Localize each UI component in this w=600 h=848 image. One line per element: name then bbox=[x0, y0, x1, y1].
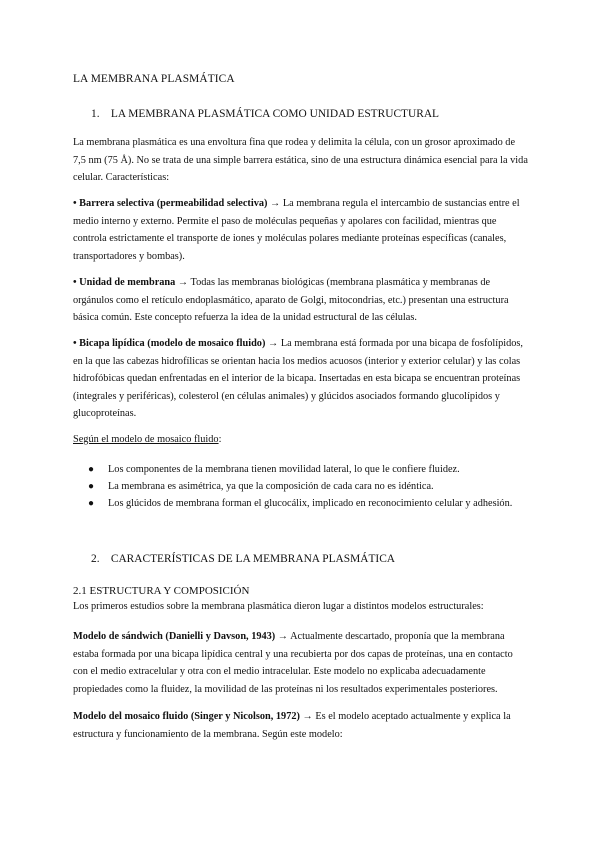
feature-text: → La membrana está formada por una bicapa de fosfolípidos, en la que las cabezas hidrofílicas se orientan hacia los medios acuosos (interior y exterior celular) y las colas hidrofóbicas quedan enfrentadas en el interior de la bicapa. Insertadas en esta bicapa se encuentran proteínas (integrales y periféricas), colesterol (en células animales) y glúcidos asociados formando glucolípidos y glucoproteínas. bbox=[73, 338, 524, 419]
feature-term: • Bicapa lipídica (modelo de mosaico fluido) bbox=[73, 338, 266, 349]
list-item bbox=[88, 461, 528, 478]
section-2-intro: Los primeros estudios sobre la membrana plasmática dieron lugar a distintos modelos estructurales: bbox=[73, 601, 484, 612]
document-title: LA MEMBRANA PLASMÁTICA bbox=[73, 73, 235, 85]
section-1-intro: La membrana plasmática es una envoltura fina que rodea y delimita la célula, con un grosor aproximado de 7,5 nm (75 Å). No se trata de una simple barrera estática, sino de una estructura dinámica esencial para la vida celular. Características: bbox=[73, 137, 528, 183]
feature-term: • Barrera selectiva (permeabilidad selectiva) bbox=[73, 198, 268, 209]
feature-text: → Todas las membranas biológicas (membrana plasmática y membranas de orgánulos como el retículo endoplasmático, aparato de Golgi, mitocondrias, etc.) presentan una estructura básica común. Este concepto refuerza la idea de la unidad estructural de las células. bbox=[73, 277, 509, 323]
list-item bbox=[88, 478, 528, 495]
model-term: Modelo del mosaico fluido (Singer y Nicolson, 1972) bbox=[73, 711, 300, 722]
feature-text: → La membrana regula el intercambio de sustancias entre el medio interno y externo. Permite el paso de moléculas pequeñas y apolares con facilidad, mientras que controla estrictamente el transporte de iones y moléculas polares mediante proteínas específicas (canales, transportadores y bombas). bbox=[73, 198, 520, 262]
section-2-heading bbox=[91, 553, 395, 565]
list-item bbox=[88, 495, 528, 512]
fluid-mosaic-bullets bbox=[88, 461, 528, 512]
bullet-icon: ● bbox=[88, 464, 95, 475]
section-1-heading bbox=[91, 108, 439, 120]
list-item-text: La membrana es asimétrica, ya que la composición de cada cara no es idéntica. bbox=[108, 481, 434, 492]
model-sandwich bbox=[73, 628, 529, 698]
section-2-title: CARACTERÍSTICAS DE LA MEMBRANA PLASMÁTICA bbox=[110, 553, 396, 565]
feature-selective-barrier bbox=[73, 195, 529, 265]
model-fluid-mosaic bbox=[73, 708, 529, 743]
model-term: Modelo de sándwich (Danielli y Davson, 1943) bbox=[73, 631, 276, 642]
bullet-icon: ● bbox=[88, 498, 95, 509]
section-2-number: 2. bbox=[91, 553, 100, 565]
fluid-mosaic-label-text: Según el modelo de mosaico fluido bbox=[73, 434, 219, 445]
feature-term: • Unidad de membrana bbox=[73, 277, 176, 288]
model-text: → Es el modelo aceptado actualmente y explica la estructura y funcionamiento de la membrana. Según este modelo: bbox=[73, 711, 511, 740]
feature-membrane-unit bbox=[73, 274, 529, 327]
fluid-mosaic-label bbox=[73, 431, 529, 449]
model-text: → Actualmente descartado, proponía que la membrana estaba formada por una bicapa lipídica central y una recubierta por dos capas de proteínas, una en contacto con el medio extracelular y otra con el medio intracelular. Este modelo no explicaba adecuadamente propiedades como la fluidez, la movilidad de las proteínas ni los resultados experimentales posteriores. bbox=[73, 631, 513, 695]
section-1-title: LA MEMBRANA PLASMÁTICA COMO UNIDAD ESTRUCTURAL bbox=[110, 108, 440, 120]
section-1-number: 1. bbox=[91, 108, 100, 120]
list-item-text: Los componentes de la membrana tienen movilidad lateral, lo que le confiere fluidez. bbox=[108, 464, 460, 475]
label-colon: : bbox=[218, 434, 222, 445]
bullet-icon: ● bbox=[88, 481, 95, 492]
feature-lipid-bilayer bbox=[73, 335, 529, 423]
subsection-2-1-heading: 2.1 ESTRUCTURA Y COMPOSICIÓN bbox=[73, 585, 250, 597]
list-item-text: Los glúcidos de membrana forman el glucocálix, implicado en reconocimiento celular y adhesión. bbox=[108, 498, 513, 509]
